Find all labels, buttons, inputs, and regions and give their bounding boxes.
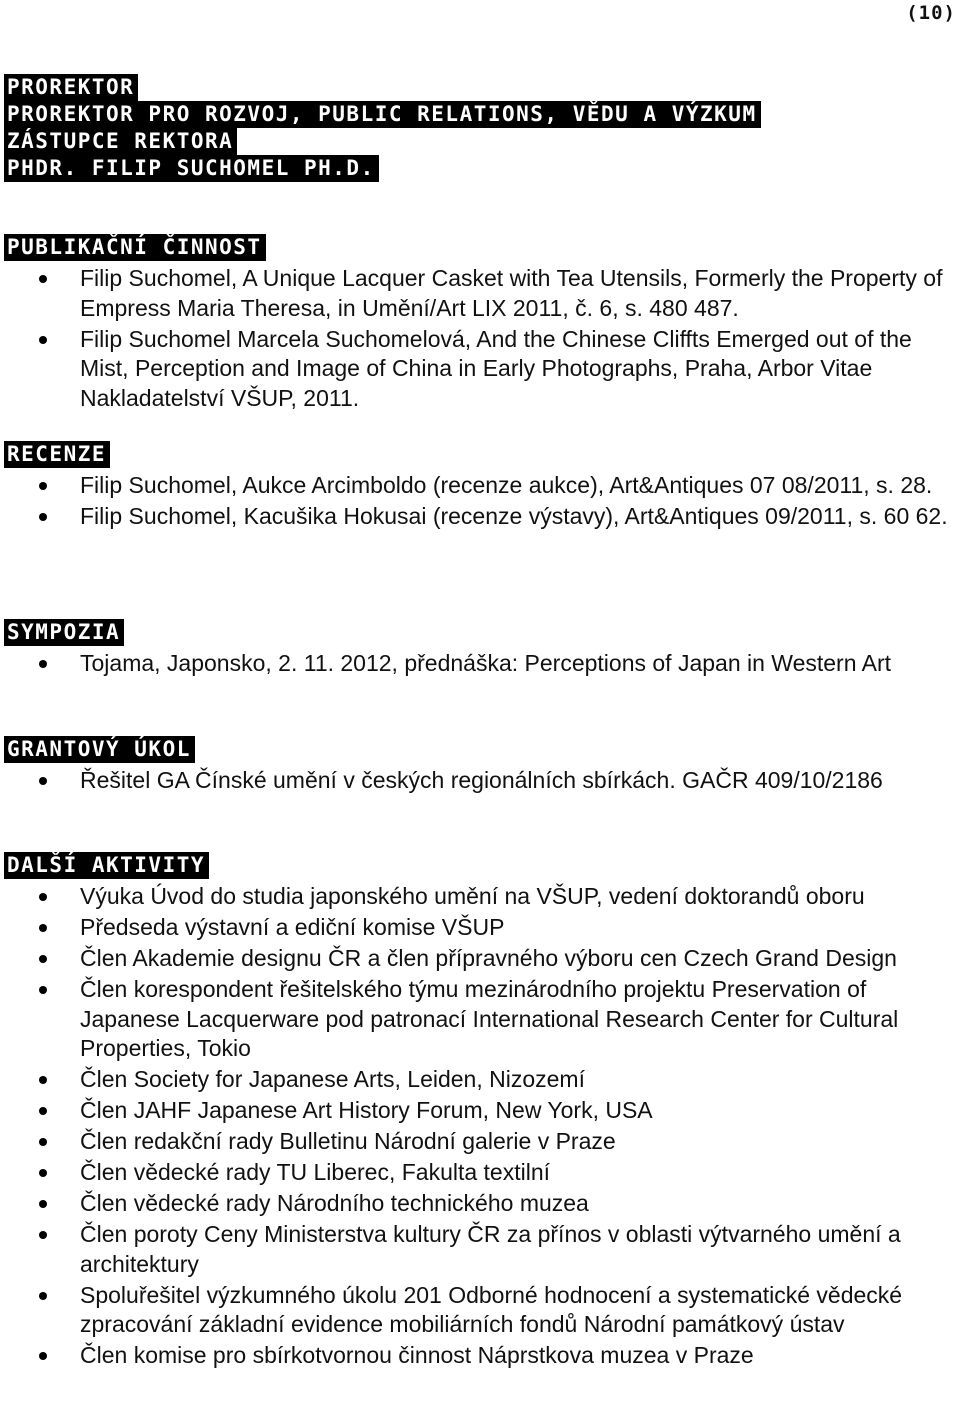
section-publications — [0, 234, 960, 415]
section-grant — [0, 736, 960, 797]
section-title: PUBLIKAČNÍ ČINNOST — [4, 234, 266, 261]
review-list — [0, 471, 960, 532]
section-title: GRANTOVÝ ÚKOL — [4, 736, 195, 763]
header-role-detail: PROREKTOR PRO ROZVOJ, PUBLIC RELATIONS, VĚDU A VÝZKUM — [4, 101, 761, 128]
section-title: RECENZE — [4, 441, 110, 468]
list-item: Člen komise pro sbírkotvornou činnost Náprstkova muzea v Praze — [0, 1341, 960, 1371]
list-item: Spoluřešitel výzkumného úkolu 201 Odborné hodnocení a systematické vědecké zpracování základní evidence mobiliárních fondů Národní památkový ústav — [0, 1281, 960, 1340]
list-item: Člen korespondent řešitelského týmu mezinárodního projektu Preservation of Japanese Lacquerware pod patronací International Research Center for Cultural Properties, Tokio — [0, 975, 960, 1064]
publication-list — [0, 264, 960, 413]
document-header — [4, 74, 761, 182]
list-item: Člen Society for Japanese Arts, Leiden, Nizozemí — [0, 1065, 960, 1095]
header-role: PROREKTOR — [4, 74, 138, 101]
list-item: Člen redakční rady Bulletinu Národní galerie v Praze — [0, 1127, 960, 1157]
section-other-activities — [0, 852, 960, 1372]
list-item: Filip Suchomel, Aukce Arcimboldo (recenze aukce), Art&Antiques 07 08/2011, s. 28. — [0, 471, 960, 501]
list-item: Řešitel GA Čínské umění v českých regionálních sbírkách. GAČR 409/10/2186 — [0, 766, 960, 796]
list-item: Člen vědecké rady Národního technického muzea — [0, 1189, 960, 1219]
list-item: Výuka Úvod do studia japonského umění na VŠUP, vedení doktorandů oboru — [0, 882, 960, 912]
list-item: Člen JAHF Japanese Art History Forum, New York, USA — [0, 1096, 960, 1126]
list-item: Předseda výstavní a ediční komise VŠUP — [0, 913, 960, 943]
list-item: Filip Suchomel, Kacušika Hokusai (recenze výstavy), Art&Antiques 09/2011, s. 60 62. — [0, 502, 960, 532]
section-symposia — [0, 619, 960, 680]
list-item: Filip Suchomel, A Unique Lacquer Casket with Tea Utensils, Formerly the Property of Empress Maria Theresa, in Umění/Art LIX 2011, č. 6, s. 480 487. — [0, 264, 960, 323]
section-title: SYMPOZIA — [4, 619, 124, 646]
list-item: Tojama, Japonsko, 2. 11. 2012, přednáška: Perceptions of Japan in Western Art — [0, 649, 960, 679]
symposia-list — [0, 649, 960, 679]
page-number: (10) — [906, 2, 956, 24]
grant-list — [0, 766, 960, 796]
header-person-name: PHDR. FILIP SUCHOMEL PH.D. — [4, 155, 379, 182]
list-item: Člen poroty Ceny Ministerstva kultury ČR za přínos v oblasti výtvarného umění a architektury — [0, 1220, 960, 1279]
section-reviews — [0, 441, 960, 533]
section-title: DALŠÍ AKTIVITY — [4, 852, 209, 879]
list-item: Filip Suchomel Marcela Suchomelová, And the Chinese Cliffts Emerged out of the Mist, Perception and Image of China in Early Photographs, Praha, Arbor Vitae Nakladatelství VŠUP, 2011. — [0, 325, 960, 414]
list-item: Člen Akademie designu ČR a člen přípravného výboru cen Czech Grand Design — [0, 944, 960, 974]
activities-list — [0, 882, 960, 1371]
list-item: Člen vědecké rady TU Liberec, Fakulta textilní — [0, 1158, 960, 1188]
header-deputy: ZÁSTUPCE REKTORA — [4, 128, 237, 155]
